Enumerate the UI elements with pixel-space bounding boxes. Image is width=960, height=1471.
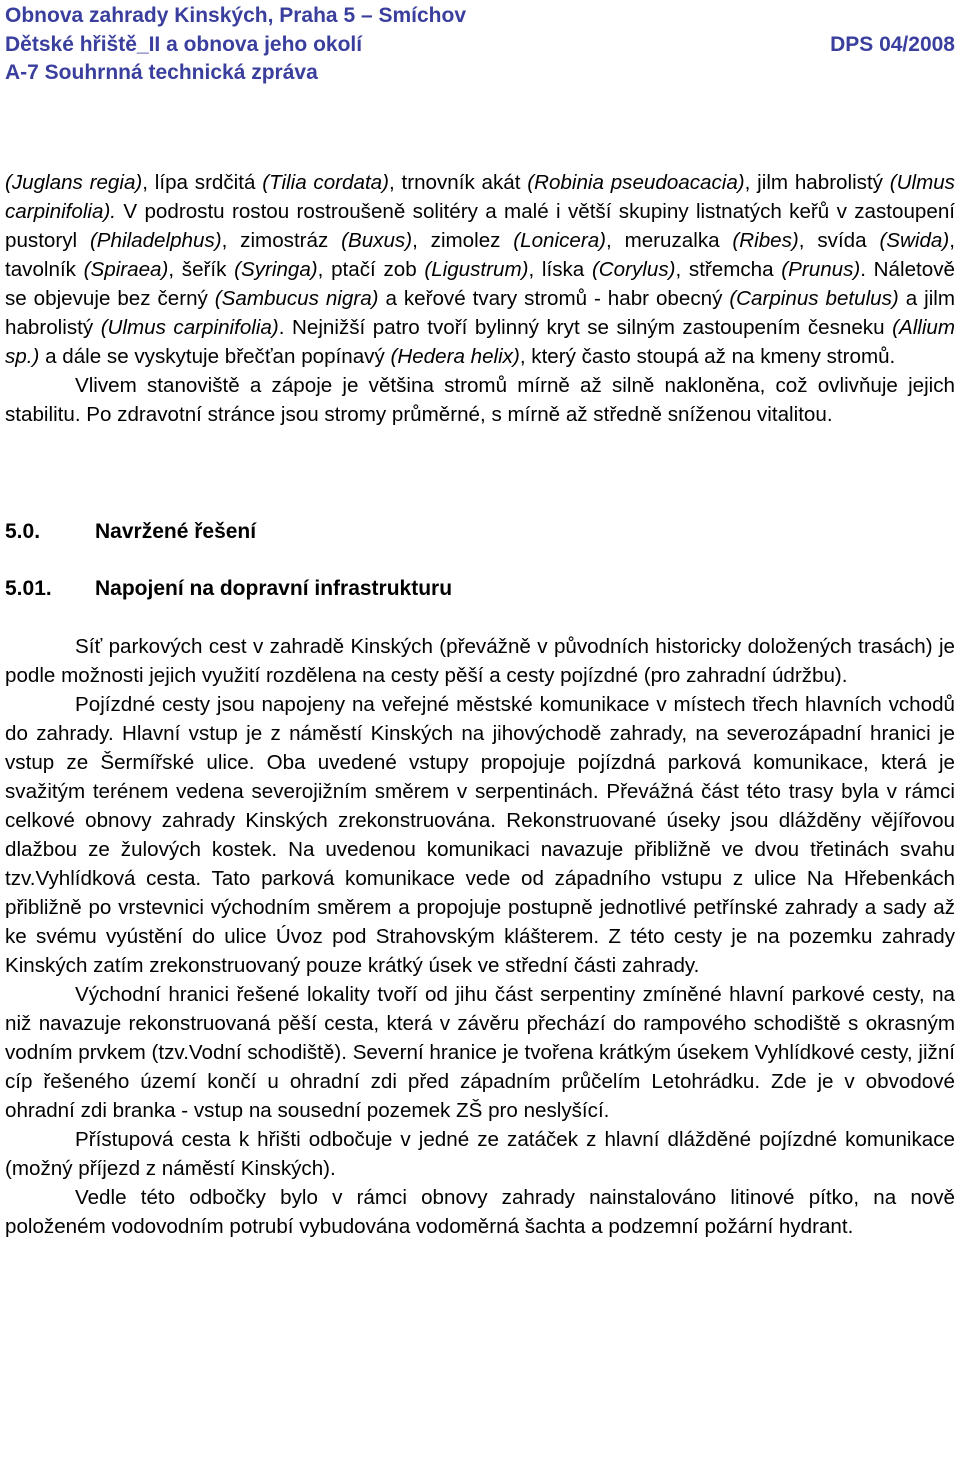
- text-segment: , tavolník: [5, 229, 955, 281]
- text-segment: , šeřík: [168, 258, 235, 281]
- text-segment: , jilm habrolistý: [744, 171, 890, 194]
- text-segment: . Náletově se objevuje bez černý: [5, 258, 955, 310]
- paragraph-access-path: Přístupová cesta k hřišti odbočuje v jedné ze zatáček z hlavní dlážděné pojízdné komunikace (možný příjezd z náměstí Kinských).: [5, 1128, 955, 1180]
- text-segment: a keřové tvary stromů - habr obecný: [378, 287, 730, 310]
- latin-name: (Ligustrum): [424, 258, 529, 281]
- text-segment: , svída: [798, 229, 880, 252]
- text-segment: a jilm habrolistý: [5, 287, 955, 339]
- latin-name: (Philadelphus): [89, 229, 222, 252]
- text-segment: , zimolez: [412, 229, 514, 252]
- paragraph-utilities: Vedle této odbočky bylo v rámci obnovy zahrady nainstalováno litinové pítko, na nově položeném vodovodním potrubí vybudována vodoměrná šachta a podzemní požární hydrant.: [5, 1186, 955, 1238]
- text-segment: a dále se vyskytuje břečťan popínavý: [39, 345, 391, 368]
- text-segment: , ptačí zob: [317, 258, 425, 281]
- paragraph-vegetation: [5, 168, 955, 371]
- text-segment: , střemcha: [675, 258, 782, 281]
- header-document-code: DPS 04/2008: [830, 32, 955, 56]
- header-subtitle: Dětské hřiště_II a obnova jeho okolí: [5, 32, 363, 56]
- latin-name: (Allium sp.): [5, 316, 956, 368]
- latin-name: (Corylus): [591, 258, 676, 281]
- page-header: [5, 2, 955, 88]
- document-body: [5, 168, 955, 1241]
- text-segment: , meruzalka: [606, 229, 733, 252]
- latin-name: (Buxus): [341, 229, 413, 252]
- paragraph-stability: Vlivem stanoviště a zápoje je většina stromů mírně až silně nakloněna, což ovlivňuje jejich stabilitu. Po zdravotní stránce jsou stromy průměrné, s mírně až středně sníženou vitalitou.: [5, 374, 955, 426]
- latin-name: (Syringa): [234, 258, 318, 281]
- latin-name: (Ribes): [732, 229, 799, 252]
- section-number: 5.0.: [5, 520, 41, 543]
- paragraph-roads: Pojízdné cesty jsou napojeny na veřejné městské komunikace v místech třech hlavních vchodů do zahrady. Hlavní vstup je z náměstí Kinských na jihovýchodě zahrady, na severozápadní hranici je vstup ze Šermířské ulice. Oba uvedené vstupy propojuje pojízdná parková komunikace, která je svažitým terénem vedena severojižním směrem v serpentinách. Převážná část této trasy byla v rámci celkové obnovy zahrady Kinských zrekonstruována. Rekonstruované úseky jsou dlážděny vějířovou dlažbou ze žulových kostek. Na uvedenou komunikaci navazuje přibližně ve dvou třetinách svahu tzv.Vyhlídková cesta. Tato parková komunikace vede od západního vstupu z ulice Na Hřebenkách přibližně po vrstevnici východním směrem a propojuje postupně jednotlivé petřínské zahrady a sady až ke svému vyústění do ulice Úvoz pod Strahovským klášterem. Z této cesty je na pozemku zahrady Kinských zatím zrekonstruovaný pouze krátký úsek ve střední části zahrady.: [5, 693, 955, 977]
- header-row: [5, 31, 955, 60]
- paragraph-east-boundary: Východní hranici řešené lokality tvoří od jihu část serpentiny zmíněné hlavní parkové cesty, na niž navazuje rekonstruovaná pěší cesta, která v závěru přechází do rampového schodiště s okrasným vodním prvkem (tzv.Vodní schodiště). Severní hranice je tvořena krátkým úsekem Vyhlídkové cesty, jižní cíp řešeného území končí u ohradní zdi před západním průčelím Letohrádku. Zde je v obvodové ohradní zdi branka - vstup na sousední pozemek ZŠ pro neslyšící.: [5, 983, 955, 1122]
- latin-name: (Lonicera): [513, 229, 607, 252]
- paragraph-paths: Síť parkových cest v zahradě Kinských (převážně v původních historicky doložených trasách) je podle možnosti jejich využití rozdělena na cesty pěší a cesty pojízdné (pro zahradní údržbu).: [5, 635, 955, 687]
- latin-name: (Sambucus nigra): [214, 287, 379, 310]
- header-project-title: Obnova zahrady Kinských, Praha 5 – Smíchov: [5, 4, 467, 27]
- latin-name: (Ulmus carpinifolia): [100, 316, 279, 339]
- text-segment: . Nejnižší patro tvoří bylinný kryt se silným zastoupením česneku: [278, 316, 893, 339]
- latin-name: (Ulmus carpinifolia).: [5, 171, 955, 223]
- section-number: 5.01.: [5, 577, 52, 600]
- section-heading-5-0: [5, 517, 955, 546]
- latin-name: (Spiraea): [83, 258, 169, 281]
- header-report-title: A-7 Souhrnná technická zpráva: [5, 61, 318, 84]
- latin-name: (Juglans regia): [5, 171, 143, 194]
- section-heading-5-01: [5, 574, 955, 603]
- text-segment: , lípa srdčitá: [142, 171, 263, 194]
- text-segment: , který často stoupá až na kmeny stromů.: [519, 345, 896, 368]
- text-segment: V podrostu rostou rostroušeně solitéry a malé i větší skupiny listnatých keřů v zastoupení pustoryl: [5, 200, 955, 252]
- latin-name: (Swida): [879, 229, 950, 252]
- section-title: Napojení na dopravní infrastrukturu: [95, 577, 453, 600]
- latin-name: (Prunus): [781, 258, 861, 281]
- latin-name: (Carpinus betulus): [729, 287, 899, 310]
- latin-name: (Robinia pseudoacacia): [527, 171, 745, 194]
- section-title: Navržené řešení: [95, 520, 257, 543]
- latin-name: (Hedera helix): [390, 345, 520, 368]
- text-segment: , zimostráz: [221, 229, 342, 252]
- text-segment: , trnovník akát: [388, 171, 528, 194]
- latin-name: (Tilia cordata): [262, 171, 389, 194]
- text-segment: , líska: [528, 258, 592, 281]
